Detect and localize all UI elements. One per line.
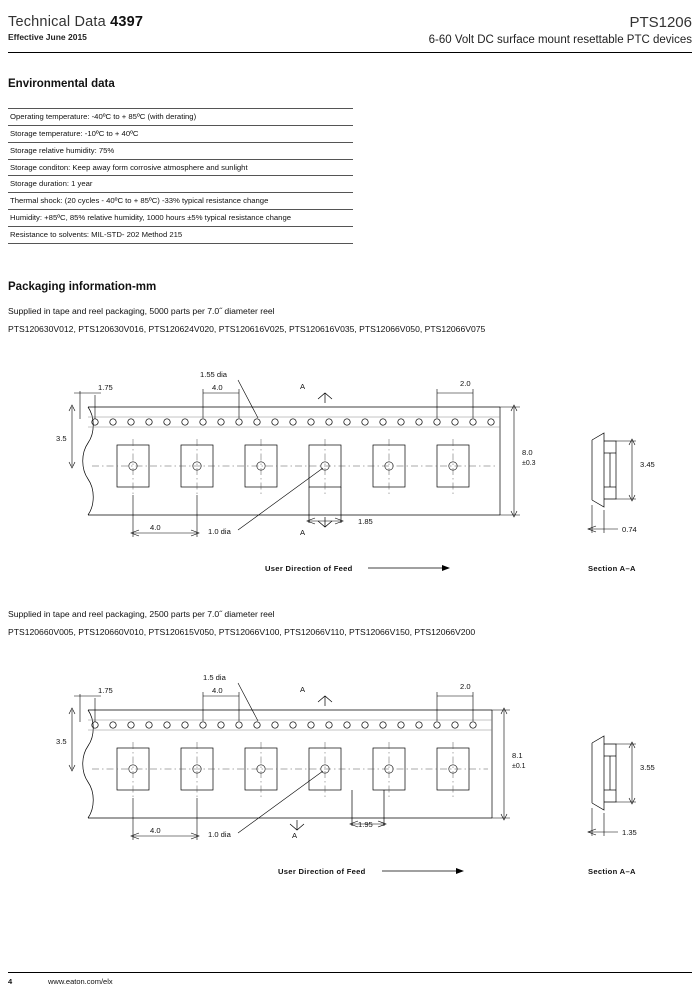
table-row [8, 176, 353, 193]
dim-4.0-top-label: 4.0 [212, 686, 223, 695]
technical-data-number: 4397 [110, 14, 144, 30]
table-row [8, 142, 353, 159]
dim-4.0-top-label: 4.0 [212, 383, 223, 392]
table-row [8, 226, 353, 243]
product-description: 6-60 Volt DC surface mount resettable PTC devices [428, 34, 692, 46]
dim-8.1-tol-label: ±0.1 [512, 763, 526, 770]
section-letter-top: A [300, 685, 306, 694]
dim-3.5-label: 3.5 [56, 434, 67, 443]
env-row-6: Humidity: +85ºC, 85% relative humidity, 1000 hours ±5% typical resistance change [8, 210, 353, 227]
dim-3.5-label: 3.5 [56, 737, 67, 746]
page-footer [8, 977, 692, 986]
section-thickness-label: 1.35 [622, 828, 637, 837]
env-row-4: Storage duration: 1 year [8, 176, 353, 193]
dim-1.0-dia-label: 1.0 dia [208, 830, 231, 839]
footer-divider [8, 972, 692, 973]
sprocket-holes [92, 722, 476, 728]
feed-direction-caption: User Direction of Feed [278, 867, 366, 876]
dim-2.0-label: 2.0 [460, 682, 471, 691]
dim-1.85-label: 1.85 [358, 517, 373, 526]
component-pockets [117, 748, 469, 826]
env-row-2: Storage relative humidity: 75% [8, 142, 353, 159]
section-caption: Section A–A [588, 867, 636, 876]
packaging-heading: Packaging information-mm [8, 281, 157, 293]
env-row-7: Resistance to solvents: MIL-STD- 202 Method 215 [8, 226, 353, 243]
sprocket-holes [92, 419, 494, 425]
dim-8.0-tol-label: ±0.3 [522, 460, 536, 467]
technical-data-title [8, 14, 143, 30]
section-height-label: 3.45 [640, 460, 655, 469]
section-letter-top: A [300, 382, 306, 391]
dim-2.0-label: 2.0 [460, 379, 471, 388]
component-pockets [117, 445, 469, 523]
environmental-table [8, 108, 353, 244]
section-thickness-label: 0.74 [622, 525, 637, 534]
packaging-block2-line1: Supplied in tape and reel packaging, 2500 parts per 7.0˝ diameter reel [8, 609, 275, 619]
page-header [0, 0, 700, 46]
section-height-label: 3.55 [640, 763, 655, 772]
dim-1.0-dia-label: 1.0 dia [208, 527, 231, 536]
section-view-aa [592, 736, 616, 810]
section-view-aa [592, 433, 616, 507]
dim-1.75-label: 1.75 [98, 383, 113, 392]
table-row [8, 109, 353, 126]
header-row [8, 14, 692, 46]
env-row-1: Storage temperature: -10ºC to + 40ºC [8, 125, 353, 142]
footer-url[interactable]: www.eaton.com/elx [48, 977, 113, 986]
tape-drawing-2500-svg [0, 658, 700, 888]
packaging-block2-line2: PTS120660V005, PTS120660V010, PTS120615V050, PTS12066V100, PTS12066V110, PTS12066V150, PTS12066V200 [8, 627, 476, 637]
technical-data-prefix: Technical Data [8, 14, 111, 30]
env-row-0: Operating temperature: -40ºC to + 85ºC (with derating) [8, 109, 353, 126]
environmental-heading: Environmental data [8, 78, 115, 90]
header-left [8, 14, 143, 42]
dim-1.95-label: 1.95 [358, 820, 373, 829]
section-letter-bottom: A [292, 831, 298, 840]
packaging-block1-line1: Supplied in tape and reel packaging, 5000 parts per 7.0˝ diameter reel [8, 306, 275, 316]
dim-hole-dia-label: 1.55 dia [200, 370, 228, 379]
env-row-3: Storage conditon: Keep away form corrosive atmosphere and sunlight [8, 159, 353, 176]
env-row-5: Thermal shock: (20 cycles - 40ºC to + 85ºC) -33% typical resistance change [8, 193, 353, 210]
dim-4.0-bottom-label: 4.0 [150, 826, 161, 835]
page-number: 4 [8, 977, 13, 986]
product-name: PTS1206 [629, 14, 692, 31]
section-caption: Section A–A [588, 564, 636, 573]
section-letter-bottom: A [300, 528, 306, 537]
feed-direction-caption: User Direction of Feed [265, 564, 353, 573]
dim-1.75-label: 1.75 [98, 686, 113, 695]
header-divider [8, 52, 692, 53]
dim-8.1-label: 8.1 [512, 751, 523, 760]
table-row [8, 125, 353, 142]
dim-hole-dia-label: 1.5 dia [203, 673, 226, 682]
dim-8.0-label: 8.0 [522, 448, 533, 457]
dim-4.0-bottom-label: 4.0 [150, 523, 161, 532]
tape-drawing-5000-svg [0, 355, 700, 585]
table-row [8, 193, 353, 210]
tape-drawing-5000 [0, 355, 700, 590]
header-right [429, 14, 692, 46]
table-row [8, 159, 353, 176]
tape-drawing-2500 [0, 658, 700, 893]
effective-date: Effective June 2015 [8, 32, 87, 42]
packaging-block1-line2: PTS120630V012, PTS120630V016, PTS120624V020, PTS120616V025, PTS120616V035, PTS12066V050, PTS12066V075 [8, 324, 486, 334]
table-row [8, 210, 353, 227]
